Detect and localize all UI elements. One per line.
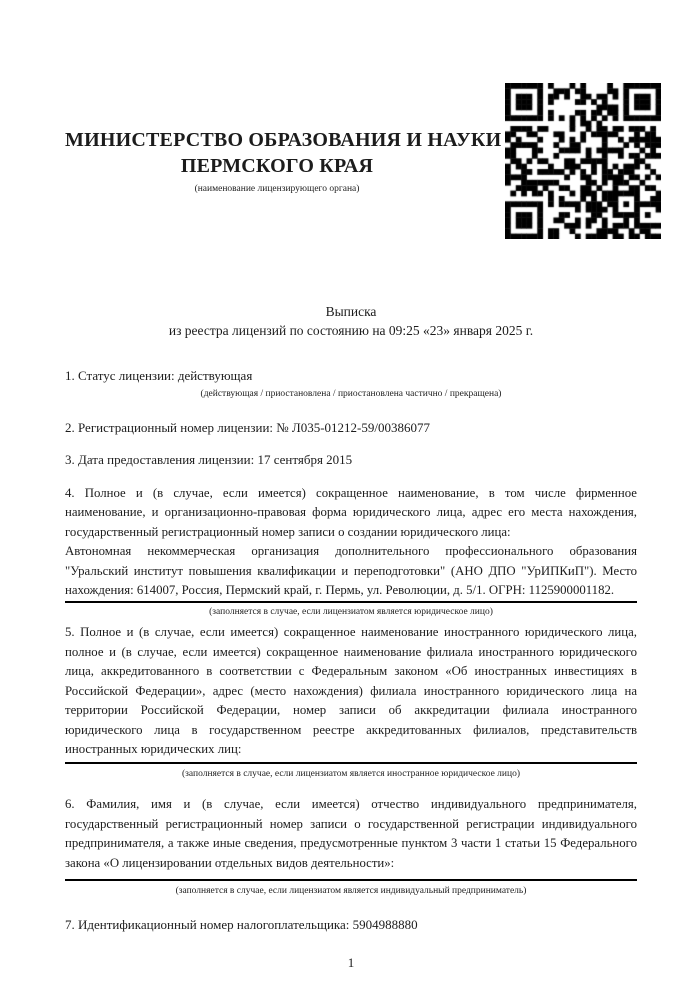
licensing-authority-header <box>65 128 502 195</box>
ministry-name-line1: МИНИСТЕРСТВО ОБРАЗОВАНИЯ И НАУКИ <box>65 129 502 151</box>
item4-caption: (заполняется в случае, если лицензиатом является юридическое лицо) <box>209 606 493 617</box>
item2-registration-number: 2. Регистрационный номер лицензии: № Л035-01212-59/00386077 <box>65 419 431 435</box>
document-title-line1: Выписка <box>325 304 377 319</box>
item4-question: 4. Полное и (в случае, если имеется) сокращенное наименование, в том числе фирменное наименование, и организационно-правовая форма юридического лица, адрес его места нахождения, государственный регистрационный номер записи о создании юридического лица: <box>65 485 637 539</box>
item6-answer-line <box>65 879 637 881</box>
item5-answer-line <box>65 762 637 764</box>
document-title-line2: из реестра лицензий по состоянию на 09:25 «23» января 2025 г. <box>168 322 534 338</box>
item3-license-date: 3. Дата предоставления лицензии: 17 сентября 2015 <box>65 451 353 467</box>
qr-code-canvas <box>505 83 661 239</box>
item4-answer: Автономная некоммерческая организация дополнительного профессионального образования "Уральский институт повышения квалификации и переподготовки" (АНО ДПО "УрИПКиП"). Место нахождения: 614007, Россия, Пермский край, г. Пермь, ул. Революции, д. 5/1. ОГРН: 1125900001182. <box>65 544 637 597</box>
document-body <box>65 368 637 971</box>
qr-code-icon <box>505 83 661 239</box>
document-title <box>65 303 637 340</box>
item5-caption: (заполняется в случае, если лицензиатом является иностранное юридическое лицо) <box>182 768 520 779</box>
item6-caption: (заполняется в случае, если лицензиатом является индивидуальный предприниматель) <box>175 886 527 896</box>
page-number: 1 <box>347 954 355 970</box>
item1-status: 1. Статус лицензии: действующая <box>65 368 253 383</box>
item4-answer-line <box>65 601 637 603</box>
ministry-name-line2: ПЕРМСКОГО КРАЯ <box>180 154 374 177</box>
item6-question: 6. Фамилия, имя и (в случае, если имеется) отчество индивидуального предпринимателя, государственный регистрационный номер записи о государственной регистрации индивидуального предпринимателя, а также иные сведения, предусмотренные пунктом 3 части 1 статьи 15 Федерального закона «О лицензировании отдельных видов деятельности»: <box>65 797 637 870</box>
item5-question: 5. Полное и (в случае, если имеется) сокращенное наименование иностранного юридического лица, полное и (в случае, если имеется) сокращенное наименование филиала иностранного юридического лица, аккредитованного в соответствии с Федеральным законом «Об иностранных инвестициях в Российской Федерации», адрес (место нахождения) филиала иностранного юридического лица на территории Российской Федерации, номер записи об аккредитации филиала иностранного юридического лица в государственном реестре аккредитованных филиалов, представительств иностранных юридических лиц: <box>65 625 637 756</box>
item7-taxpayer-number: 7. Идентификационный номер налогоплательщика: 5904988880 <box>65 916 418 932</box>
item1-caption: (действующая / приостановлена / приостановлена частично / прекращена) <box>200 389 502 399</box>
ministry-name-caption: (наименование лицензирующего органа) <box>194 184 360 194</box>
